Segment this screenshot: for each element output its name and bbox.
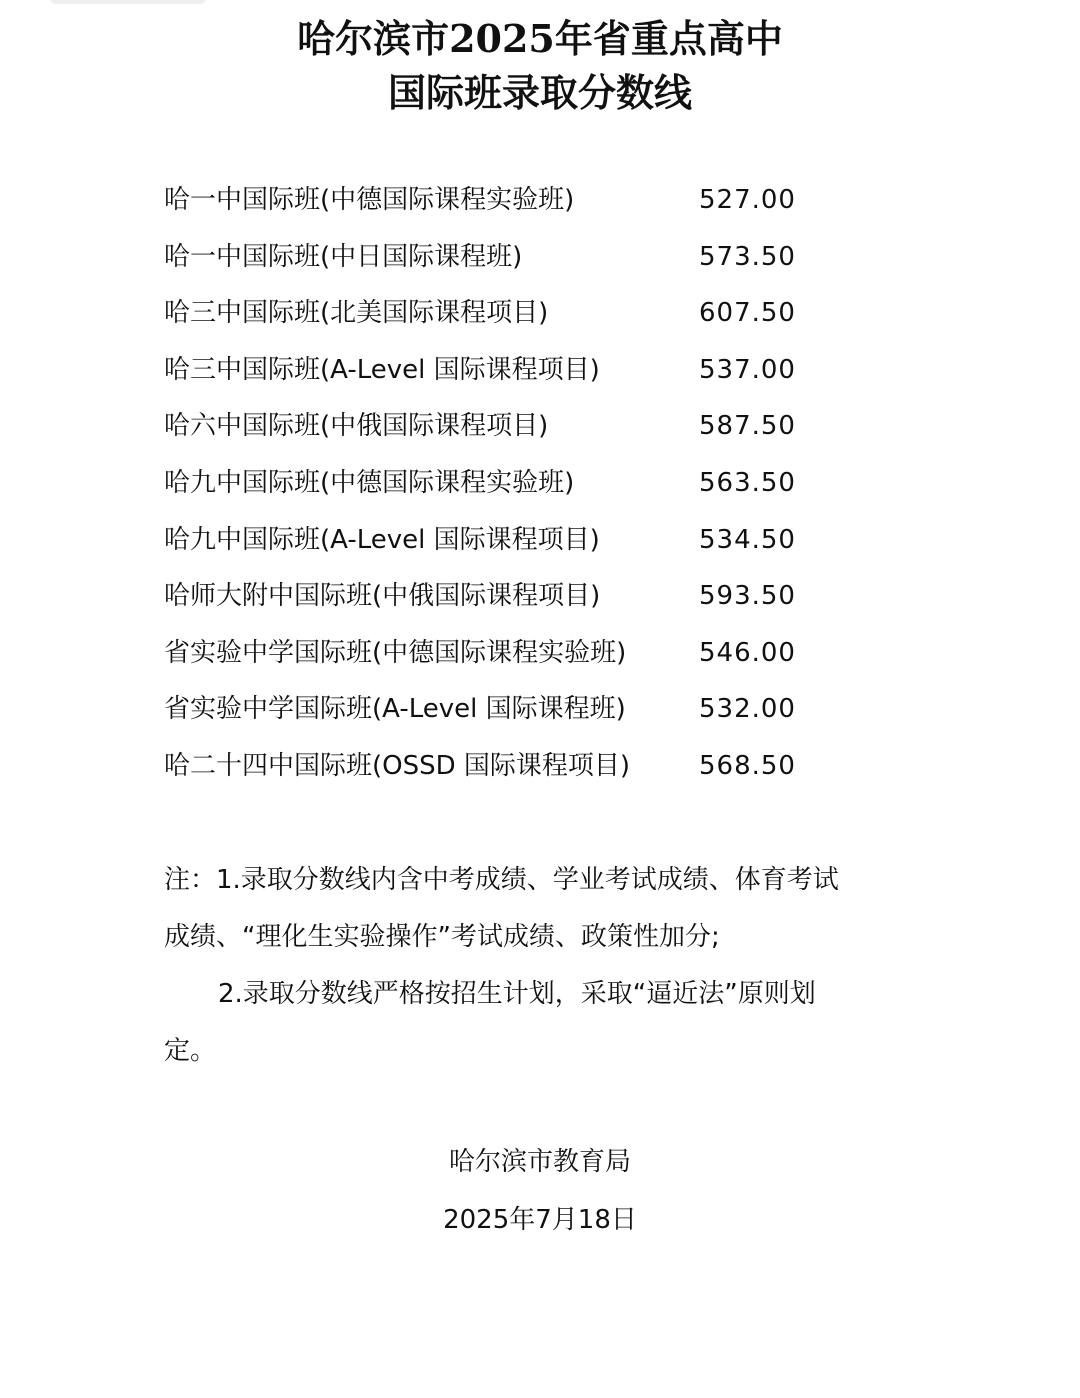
- cutoff-score: 607.50: [699, 298, 796, 329]
- score-row: [164, 172, 924, 229]
- cutoff-score: 573.50: [699, 241, 796, 272]
- score-row: [164, 681, 924, 738]
- score-row: [164, 455, 924, 512]
- score-row: [164, 229, 924, 286]
- cutoff-score: 587.50: [699, 411, 796, 442]
- program-name: 哈三中国际班(北美国际课程项目): [164, 298, 549, 329]
- program-name: 哈师大附中国际班(中俄国际课程项目): [164, 581, 601, 612]
- score-row: [164, 398, 924, 455]
- cutoff-score: 563.50: [699, 467, 796, 498]
- cutoff-score: 593.50: [699, 581, 796, 612]
- score-row: [164, 342, 924, 399]
- score-row: [164, 625, 924, 682]
- cutoff-score: 568.50: [699, 750, 796, 781]
- page-title-line1: 哈尔滨市2025年省重点高中: [297, 16, 783, 61]
- page-title-line2: 国际班录取分数线: [387, 70, 692, 115]
- score-row: [164, 738, 924, 795]
- note-line-4: 定。: [164, 1036, 217, 1066]
- program-name: 哈九中国际班(中德国际课程实验班): [164, 467, 575, 498]
- cutoff-score: 546.00: [699, 637, 796, 668]
- cutoff-score: 537.00: [699, 354, 796, 385]
- program-name: 省实验中学国际班(A-Level 国际课程班): [164, 694, 626, 725]
- note-line-3: 2.录取分数线严格按招生计划，采取“逼近法”原则划: [218, 979, 816, 1009]
- program-name: 哈六中国际班(中俄国际课程项目): [164, 411, 549, 442]
- issuer-name: 哈尔滨市教育局: [448, 1147, 631, 1177]
- score-row: [164, 568, 924, 625]
- top-tab-fragment: [50, 0, 206, 4]
- note-line-1: 注：1.录取分数线内含中考成绩、学业考试成绩、体育考试: [164, 865, 839, 895]
- program-name: 哈一中国际班(中日国际课程班): [164, 241, 523, 272]
- program-name: 省实验中学国际班(中德国际课程实验班): [164, 637, 627, 668]
- score-list: [164, 172, 924, 795]
- program-name: 哈九中国际班(A-Level 国际课程项目): [164, 524, 600, 555]
- cutoff-score: 534.50: [699, 524, 796, 555]
- issue-date: 2025年7月18日: [443, 1205, 637, 1235]
- program-name: 哈三中国际班(A-Level 国际课程项目): [164, 354, 600, 385]
- program-name: 哈二十四中国际班(OSSD 国际课程项目): [164, 750, 631, 781]
- note-line-2: 成绩、“理化生实验操作”考试成绩、政策性加分;: [164, 922, 720, 952]
- score-row: [164, 512, 924, 569]
- cutoff-score: 532.00: [699, 694, 796, 725]
- score-row: [164, 285, 924, 342]
- program-name: 哈一中国际班(中德国际课程实验班): [164, 185, 575, 215]
- cutoff-score: 527.00: [699, 185, 796, 215]
